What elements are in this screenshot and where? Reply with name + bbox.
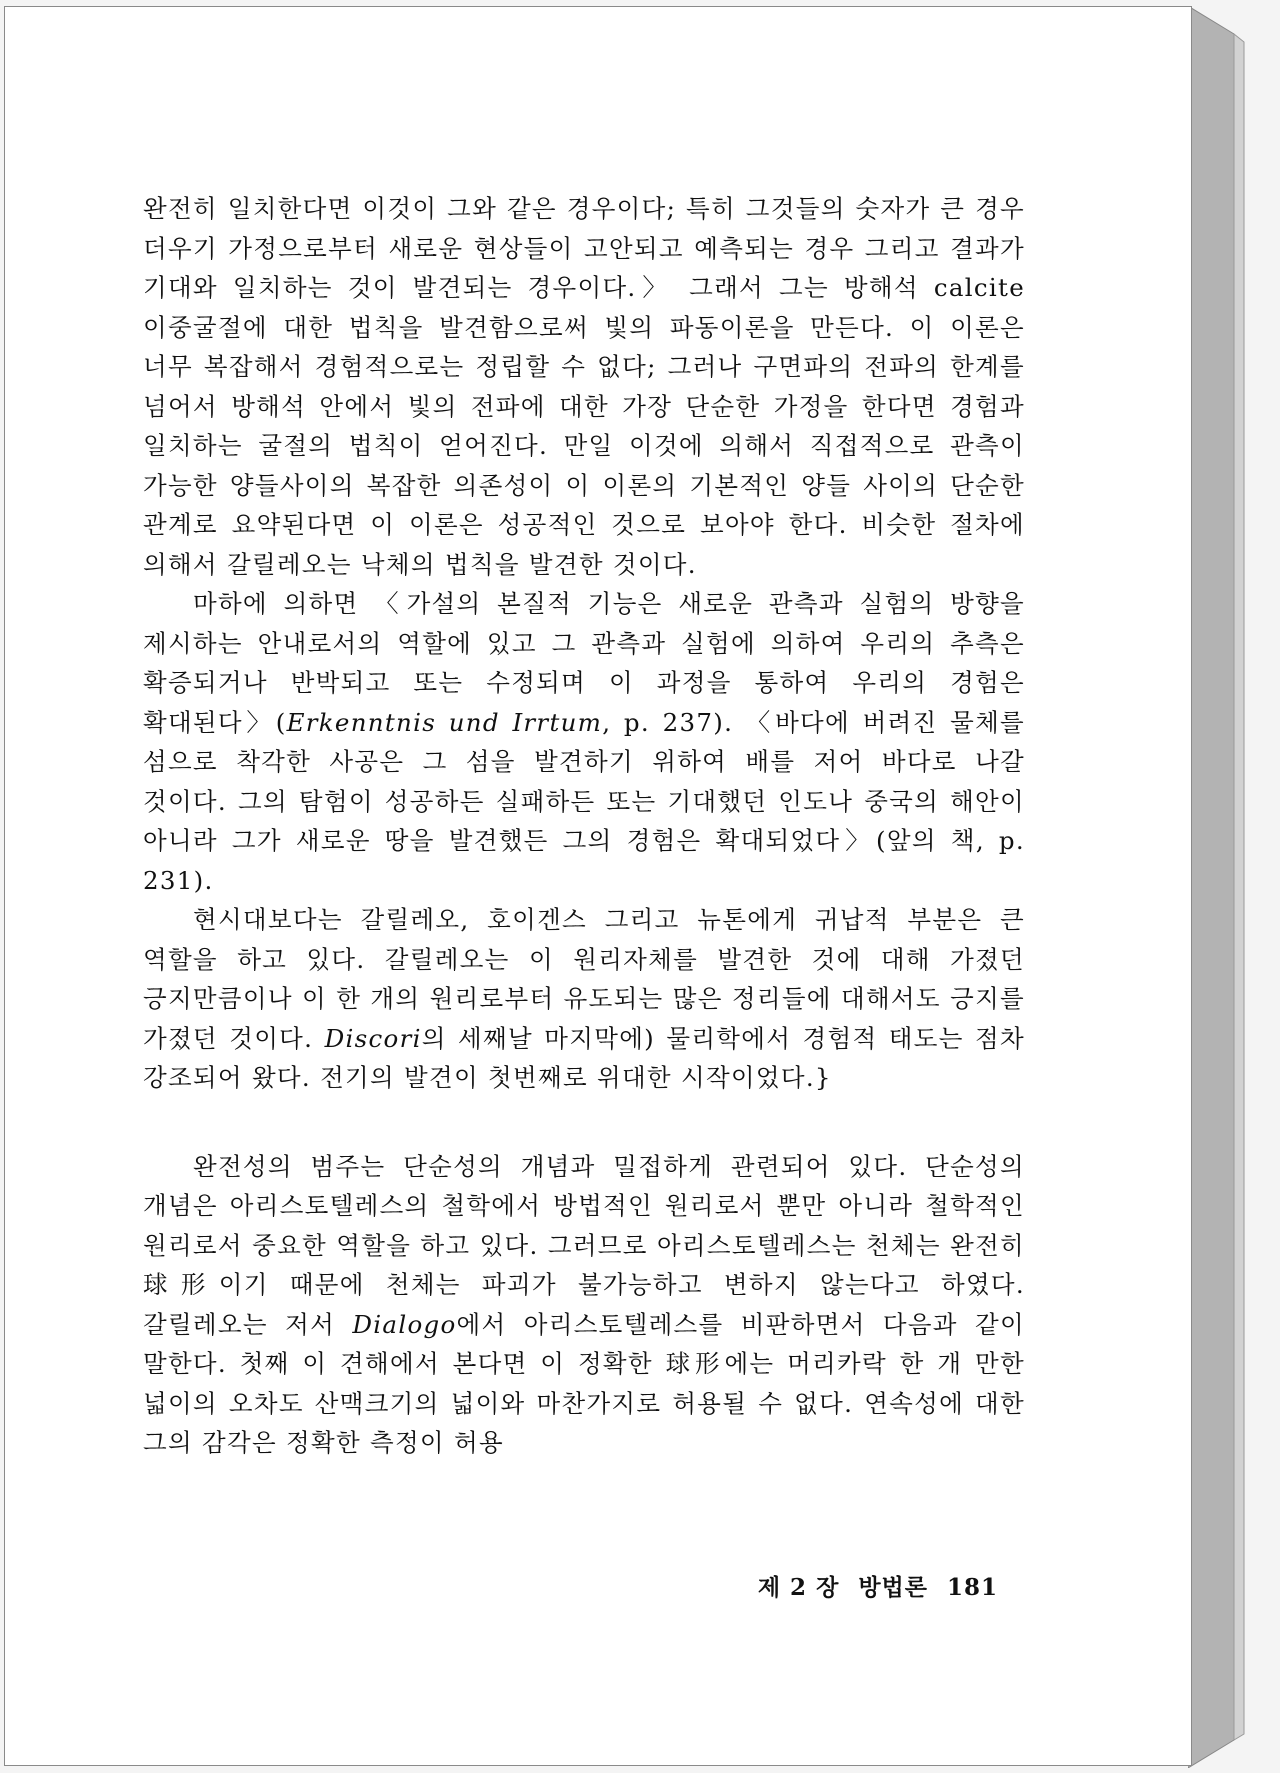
body-text <box>143 189 1025 1463</box>
paragraph-1 <box>143 189 1025 584</box>
paragraph-2 <box>143 584 1025 900</box>
paragraph-2-citation-title: Erkenntnis und Irrtum <box>286 707 603 737</box>
section-gap <box>143 1098 1025 1147</box>
paragraph-1-text: 완전히 일치한다면 이것이 그와 같은 경우이다; 특히 그것들의 숫자가 큰 경우 더우기 가정으로부터 새로운 현상들이 고안되고 예측되는 경우 그리고 결과가 기대와 일치하는 것이 발견되는 경우이다.〉 그래서 그는 방해석 calcite 이중굴절에 대한 법칙을 발견함으로써 빛의 파동이론을 만든다. 이 이론은 너무 복잡해서 경험적으로는 정립할 수 없다; 그러나 구면파의 전파의 한계를 넘어서 방해석 안에서 빛의 전파에 대한 가장 단순한 가정을 한다면 경험과 일치하는 굴절의 법칙이 얻어진다. 만일 이것에 의해서 직접적으로 관측이 가능한 양들사이의 복잡한 의존성이 이 이론의 기본적인 양들 사이의 단순한 관계로 요약된다면 이 이론은 성공적인 것으로 보아야 한다. 비슷한 절차에 의해서 갈릴레오는 낙체의 법칙을 발견한 것이다. <box>143 194 1025 579</box>
paragraph-4-work-title: Dialogo <box>352 1309 457 1339</box>
book-page <box>4 6 1192 1766</box>
paragraph-2-text-b: , p. 237). 〈바다에 버려진 물체를 섬으로 착각한 사공은 그 섬을 발견하기 위하여 배를 저어 바다로 나갈 것이다. 그의 탐험이 성공하든 실패하든 또는 기대했던 인도나 중국의 해안이 아니라 그가 새로운 땅을 발견했든 그의 경험은 확대되었다〉(앞의 책, p. 231). <box>143 707 1025 895</box>
book-page-edge <box>1188 6 1248 1768</box>
paragraph-2-text-a: 마하에 의하면 〈가설의 본질적 기능은 새로운 관측과 실험의 방향을 제시하는 안내로서의 역할에 있고 그 관측과 실험에 의하여 우리의 추측은 확증되거나 반박되고 또는 수정되며 이 과정을 통하여 우리의 경험은 확대된다〉( <box>143 589 1025 737</box>
paragraph-3-text-b: 의 세째날 마지막에) 물리학에서 경험적 태도는 점차 강조되어 왔다. 전기의 발견이 첫번째로 위대한 시작이었다.} <box>143 1023 1025 1092</box>
chapter-label: 제 2 장 <box>757 1574 840 1601</box>
chapter-title: 방법론 <box>858 1574 928 1601</box>
page-footer <box>758 1569 998 1602</box>
paragraph-4-text-b: 에서 아리스토텔레스를 비판하면서 다음과 같이 말한다. 첫째 이 견해에서 본다면 이 정확한 球形에는 머리카락 한 개 만한 넓이의 오차도 산맥크기의 넓이와 마찬가지로 허용될 수 없다. 연속성에 대한 그의 감각은 정확한 측정이 허용 <box>143 1309 1025 1457</box>
page-number: 181 <box>946 1574 998 1601</box>
paragraph-4 <box>143 1147 1025 1463</box>
paragraph-4-text-a: 완전성의 범주는 단순성의 개념과 밀접하게 관련되어 있다. 단순성의 개념은 아리스토텔레스의 철학에서 방법적인 원리로서 뿐만 아니라 철학적인 원리로서 중요한 역할을 하고 있다. 그러므로 아리스토텔레스는 천체는 완전히 球形이기 때문에 천체는 파괴가 불가능하고 변하지 않는다고 하였다. 갈릴레오는 저서 <box>143 1151 1025 1339</box>
paragraph-3-work-title: Discori <box>324 1023 422 1053</box>
paragraph-3-text-a: 현시대보다는 갈릴레오, 호이겐스 그리고 뉴톤에게 귀납적 부분은 큰 역할을 하고 있다. 갈릴레오는 이 원리자체를 발견한 것에 대해 가졌던 긍지만큼이나 이 한 개의 원리로부터 유도되는 많은 정리들에 대해서도 긍지를 가졌던 것이다. <box>143 905 1025 1053</box>
paragraph-3 <box>143 900 1025 1098</box>
